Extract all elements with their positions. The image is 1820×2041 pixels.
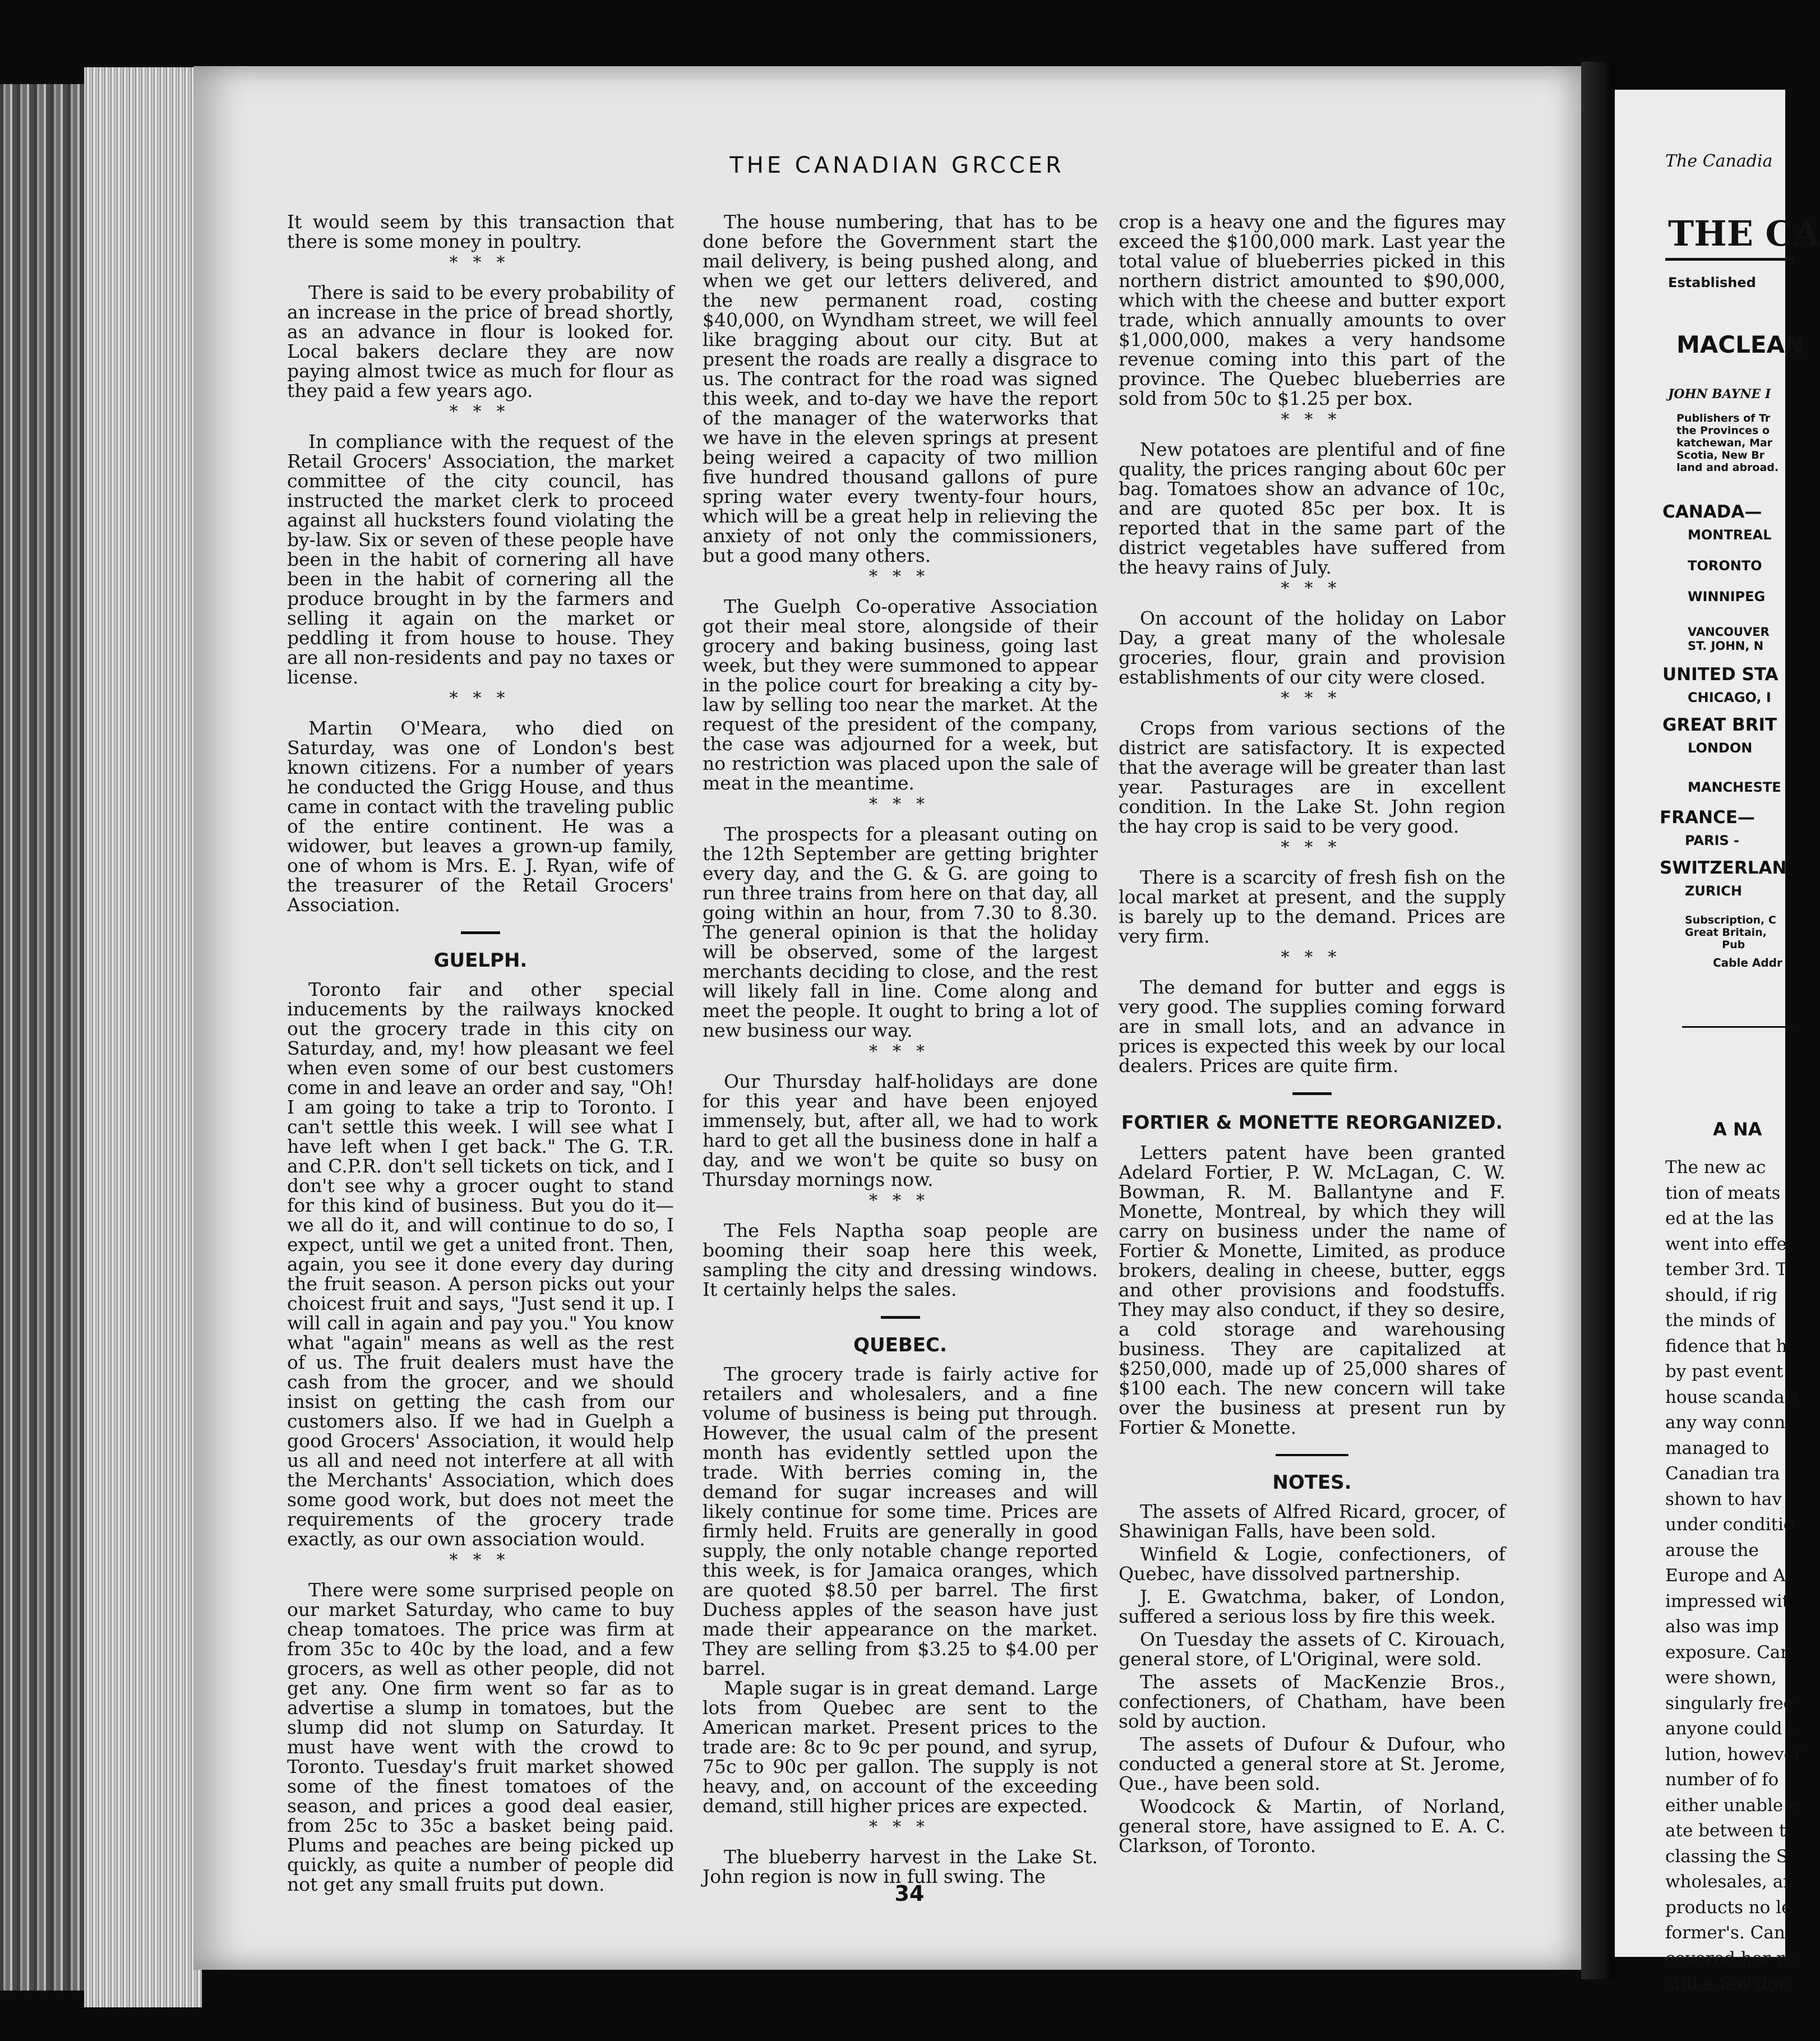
list-item: The assets of Dufour & Dufour, who conducted a general store at St. Jerome, Que., have been sold. [1119,1733,1505,1794]
section-separator: * * * [1281,689,1343,708]
paragraph: The Fels Naptha soap people are booming their soap here this week, sampling the city and dressing windows. It certainly helps the sales. [703,1220,1098,1300]
section-separator: * * * [1281,410,1343,430]
publisher-president: JOHN BAYNE I [1668,387,1771,401]
paragraph: Crops from various sections of the district are satisfactory. It is expected that the average will be greater than last year. Pasturages are in excellent condition. In the Lake St. John region the hay crop is said to be very good. [1119,717,1505,837]
paragraph: The demand for butter and eggs is very good. The supplies coming forward are in small lots, and an advance in prices is expected this week by our local dealers. Prices are quite firm. [1119,976,1505,1077]
publisher-name: MACLEAN [1676,331,1805,358]
office-city: PARIS - [1685,833,1739,848]
divider [1276,1454,1348,1456]
office-country: SWITZERLAN [1660,858,1787,878]
section-separator: * * * [869,1191,931,1211]
section-separator: * * * [449,689,512,708]
section-heading-guelph: GUELPH. [433,949,528,972]
page-edges [84,67,202,2007]
section-heading-quebec: QUEBEC. [853,1334,947,1356]
running-head: THE CANADIAN GRCCER [729,153,1065,178]
paragraph: The Guelph Co-operative Association got their meal store, alongside of their grocery and baking business, going last week, but they were summoned to appear in the police court for breaking a city by-law by selling too near the market. At the request of the president of the company, the case was adjourned for a week, but no restriction was placed upon the sale of meat in the meantime. [703,595,1098,794]
paragraph: There were some surprised people on our market Saturday, who came to buy cheap tomatoes. The price was firm at from 35c to 40c by the load, and a few grocers, as well as other people, did not get any. One firm went so far as to advertise a slump in tomatoes, but the slump did not slump on Saturday. It must have went with the crowd to Toronto. Tuesday's fruit market showed some of the finest tomatoes of the season, and prices a good deal easier, from 25c to 35c a basket being paid. Plums and peaches are being picked up quickly, as quite a number of people did not get any small fruits put down. [287,1579,674,1895]
office-city: VANCOUVER [1688,625,1770,639]
divider [1682,1026,1794,1028]
section-separator: * * * [449,253,512,273]
office-country: GREAT BRIT [1662,715,1777,735]
divider [461,931,500,934]
section-separator: * * * [449,402,512,422]
paragraph: The grocery trade is fairly active for retailers and wholesalers, and a fine volume of business is being put through. However, the usual calm of the present month has evidently settled upon the trade. With berries coming in, the demand for sugar increases and will likely continue for some time. Prices are firmly held. Fruits are generally in good supply, the only notable change reported this week, is for Jamaica oranges, which are quoted $8.50 per barrel. The first Duchess apples of the season have just made their appearance on the market. They are selling from $3.25 to $4.00 per barrel. [703,1363,1098,1679]
column-1 [287,212,674,1894]
paragraph: It would seem by this transaction that there is some money in poultry. [287,211,674,252]
established-label: Established [1668,275,1756,290]
facing-running-head: The Canadia [1665,151,1773,171]
subscription-info: Subscription, C Great Britain, Pub [1685,914,1776,951]
list-item: The assets of MacKenzie Bros., confectioners, of Chatham, have been sold by auction. [1119,1671,1505,1732]
paragraph: Martin O'Meara, who died on Saturday, was one of London's best known citizens. For a number of years he conducted the Grigg House, and thus came in contact with the traveling public of the entire continent. He was a widower, but leaves a grown-up family, one of whom is Mrs. E. J. Ryan, wife of the treasurer of the Retail Grocers' Association. [287,717,674,916]
facing-page [1615,90,1820,1994]
masthead-rule [1665,258,1794,261]
divider [881,1316,920,1319]
office-city: TORONTO [1688,558,1762,574]
paragraph: There is a scarcity of fresh fish on the local market at present, and the supply is barely up to the demand. Prices are very firm. [1119,866,1505,947]
paragraph: On account of the holiday on Labor Day, a great many of the wholesale groceries, flour, grain and provision establishments of our city were closed. [1119,607,1505,688]
divider [1292,1092,1332,1095]
section-heading-notes: NOTES. [1272,1471,1352,1494]
list-item: J. E. Gwatchma, baker, of London, suffered a serious loss by fire this week. [1119,1586,1505,1627]
section-separator: * * * [1281,838,1343,857]
section-separator: * * * [869,795,931,814]
office-city: CHICAGO, I [1688,690,1771,705]
office-city: ST. JOHN, N [1688,639,1764,653]
section-heading-fortier-monette: FORTIER & MONETTE REORGANIZED. [1121,1111,1503,1133]
office-country: CANADA— [1662,502,1762,522]
facing-article-body: The new ac tion of meats ed at the las went into effe tember 3rd. T should, if rig the minds of fidence that h by past event house scandals any way conn managed to Canadian tra shown to hav under conditio arouse the Europe and A impressed wit also was imp exposure. Car were shown, singularly free anyone could t lution, however number of fo either unable c ate between t classing the S wholesales, an products no le former's. Can covered her re still a few dou [1665,1157,1803,1994]
section-separator: * * * [869,567,931,587]
paragraph: The house numbering, that has to be done before the Government start the mail delivery, is being pushed along, and when we get our letters delivered, and the new permanent road, costing $40,000, on Wyndham street, we will feel like bragging about our city. But at present the roads are really a disgrace to us. The contract for the road was signed this week, and to-day we have the report of the manager of the waterworks that we have in the eleven springs at present being weired a capacity of two million five hundred thousand gallons of pure spring water every twenty-four hours, which will be a great help in relieving the anxiety of not only the commissioners, but a good many others. [703,211,1098,566]
facing-masthead: THE CA [1668,213,1820,254]
paragraph: crop is a heavy one and the figures may exceed the $100,000 mark. Last year the total value of blueberries picked in this northern district amounted to $90,000, which with the cheese and butter export trade, which annually amounts to over $1,000,000, makes a very handsome revenue coming into this part of the province. The Quebec blueberries are sold from 50c to $1.25 per box. [1119,211,1505,409]
cable-address: Cable Addr [1713,956,1782,969]
office-country: FRANCE— [1660,807,1755,828]
notes-list [1119,1502,1505,1855]
paragraph: There is said to be every probability of an increase in the price of bread shortly, as an advance in flour is looked for. Local bakers declare they are now paying almost twice as much for flour as they paid a few years ago. [287,281,674,401]
office-city: ZURICH [1685,883,1742,899]
paragraph: Letters patent have been granted Adelard Fortier, P. W. McLagan, C. W. Bowman, R. M. Ballantyne and F. Monette, Montreal, by which they will carry on business under the name of Fortier & Monette, Limited, as produce brokers, dealing in cheese, butter, eggs and other provisions and foodstuffs. They may also conduct, if they so desire, a cold storage and warehousing business. They are capitalized at $250,000, made up of 25,000 shares of $100 each. The new concern will take over the business at present run by Fortier & Monette. [1119,1142,1505,1438]
section-separator: * * * [869,1817,931,1837]
office-city: LONDON [1688,740,1753,756]
list-item: On Tuesday the assets of C. Kirouach, general store, of L'Original, were sold. [1119,1628,1505,1670]
list-item: Winfield & Logie, confectioners, of Quebec, have dissolved partnership. [1119,1543,1505,1585]
paragraph: Maple sugar is in great demand. Large lots from Quebec are sent to the American market. Present prices to the trade are: 8c to 9c per pound, and syrup, 75c to 90c per gallon. The supply is not heavy, and, on account of the exceeding demand, still higher prices are expected. [703,1677,1098,1817]
office-city: WINNIPEG [1688,589,1766,604]
office-city: MANCHESTE [1688,779,1781,795]
section-separator: * * * [869,1042,931,1061]
paragraph: Toronto fair and other special inducements by the railways knocked out the grocery trade in this city on Saturday, and, my! how pleasant we feel when even some of our best customers come in and leave an order and say, "Oh! I am going to take a trip to Toronto. I can't settle this week. I will see what I have left when I get back." The G. T.R. and C.P.R. don't sell tickets on tick, and I don't see why a grocer ought to stand for this kind of business. But you do it—we all do it, and will continue to do so, I expect, until we get a united front. Then, again, you see it done every day during the fruit season. A person picks out your choicest fruit and says, "Just send it up. I will call in again and pay you." You know what "again" means as well as the rest of us. The fruit dealers must have the cash from the grocer, and we should insist on getting the cash from our customers also. If we had in Guelph a good Grocers' Association, it would help us all and need not interfere at all with the Merchants' Association, which does some good work, but does not meet the requirements of the grocery trade exactly, as our own association would. [287,978,674,1550]
paragraph: The blueberry harvest in the Lake St. John region is now in full swing. The [703,1846,1098,1887]
office-city: MONTREAL [1688,527,1772,543]
paragraph: New potatoes are plentiful and of fine quality, the prices ranging about 60c per bag. Tomatoes show an advance of 10c, and are quoted 85c per box. It is reported that in the same part of the district vegetables have suffered from the heavy rains of July. [1119,438,1505,578]
column-2 [703,212,1098,1886]
section-separator: * * * [1281,579,1343,598]
column-3 [1119,212,1505,1859]
publisher-description: Publishers of Tr the Provinces o katchewan, Mar Scotia, New Br land and abroad. [1676,412,1779,474]
page-number: 34 [894,1881,925,1906]
section-separator: * * * [449,1550,512,1570]
paragraph: Our Thursday half-holidays are done for this year and have been enjoyed immensely, but, after all, we had to work hard to get all the business done in half a day, and we won't be quite so busy on Thursday mornings now. [703,1070,1098,1190]
section-separator: * * * [1281,948,1343,967]
list-item: The assets of Alfred Ricard, grocer, of Shawinigan Falls, have been sold. [1119,1500,1505,1542]
facing-article-title: A NA [1713,1119,1762,1140]
book-gutter [1581,62,1615,1979]
paragraph: In compliance with the request of the Retail Grocers' Association, the market committee of the city council, has instructed the market clerk to proceed against all hucksters found violating the by-law. Six or seven of these people have been in the habit of cornering all have been in the habit of cornering all the produce brought in by the farmers and selling it again on the market or peddling it from house to house. They are all non-residents and pay no taxes or license. [287,431,674,688]
office-country: UNITED STA [1662,664,1779,685]
paragraph: The prospects for a pleasant outing on the 12th September are getting brighter every day, and the G. & G. are going to run three trains from here on that day, all going within an hour, from 7.30 to 8.30. The general opinion is that the holiday will be observed, some of the largest merchants deciding to close, and the rest will likely fall in line. Come along and meet the people. It ought to bring a lot of new business our way. [703,823,1098,1041]
list-item: Woodcock & Martin, of Norland, general store, have assigned to E. A. C. Clarkson, of Toronto. [1119,1795,1505,1857]
